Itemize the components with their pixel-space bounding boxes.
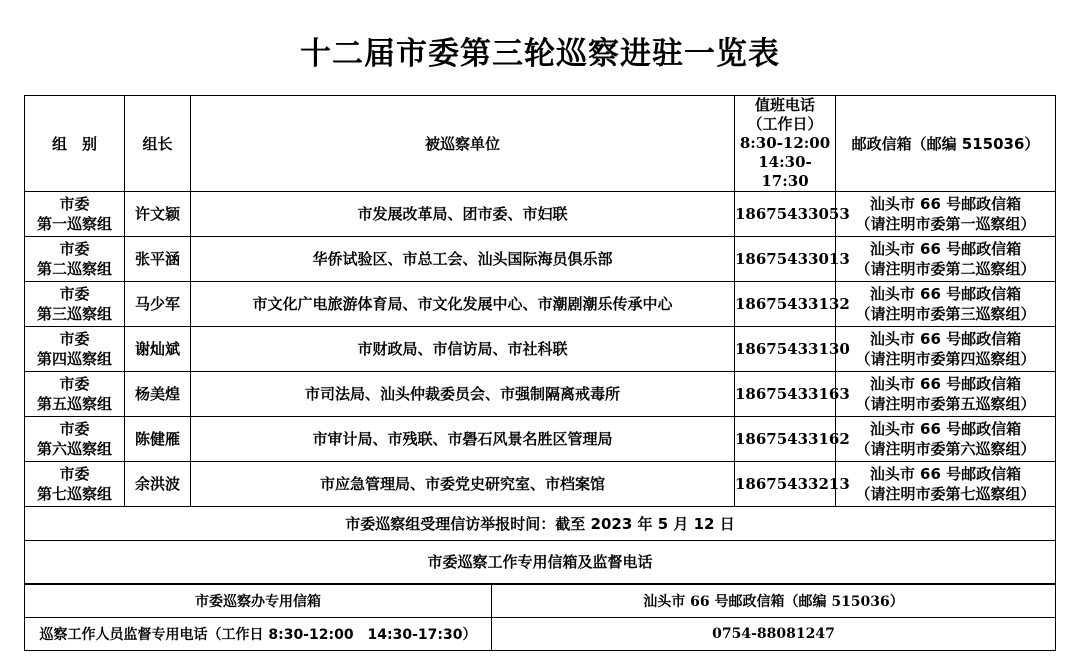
mail-cell (836, 327, 1056, 372)
report-deadline-note: 市委巡察组受理信访举报时间：截至 2023 年 5 月 12 日 (25, 507, 1056, 541)
mail-line1: 汕头市 66 号邮政信箱 (869, 285, 1022, 303)
group-cell (25, 282, 125, 327)
table-row (25, 327, 1056, 372)
contact-row (25, 585, 1056, 618)
units-cell: 市发展改革局、团市委、市妇联 (191, 192, 735, 237)
contact-label: 市委巡察办专用信箱 (25, 585, 492, 618)
leader-cell: 杨美煌 (125, 372, 191, 417)
group-line2: 第三巡察组 (36, 305, 112, 323)
leader-cell: 余洪波 (125, 462, 191, 507)
units-cell: 市应急管理局、市委党史研究室、市档案馆 (191, 462, 735, 507)
group-cell (25, 237, 125, 282)
header-duty-line2: （工作日） (747, 115, 823, 133)
section-title-row (25, 541, 1056, 584)
mail-line2: （请注明市委第五巡察组） (855, 395, 1036, 413)
group-cell (25, 192, 125, 237)
header-duty-line3: 8:30-12:00 (739, 134, 831, 152)
mail-line1: 汕头市 66 号邮政信箱 (869, 375, 1022, 393)
leader-cell: 张平涵 (125, 237, 191, 282)
table-row (25, 282, 1056, 327)
group-line2: 第一巡察组 (36, 215, 112, 233)
leader-cell: 陈健雁 (125, 417, 191, 462)
mail-line2: （请注明市委第三巡察组） (855, 305, 1036, 323)
group-line2: 第六巡察组 (36, 440, 112, 458)
mail-line1: 汕头市 66 号邮政信箱 (869, 330, 1022, 348)
group-line2: 第四巡察组 (36, 350, 112, 368)
mail-line2: （请注明市委第七巡察组） (855, 485, 1036, 503)
group-line1: 市委 (59, 465, 90, 483)
mail-cell (836, 462, 1056, 507)
contact-value: 0754-88081247 (492, 618, 1056, 651)
page-title: 十二届市委第三轮巡察进驻一览表 (300, 36, 780, 72)
mail-line2: （请注明市委第六巡察组） (855, 440, 1036, 458)
note-row (25, 507, 1056, 541)
inspection-table (24, 95, 1056, 584)
header-leader: 组长 (125, 96, 191, 192)
units-cell: 市财政局、市信访局、市社科联 (191, 327, 735, 372)
group-cell (25, 417, 125, 462)
group-line2: 第七巡察组 (36, 485, 112, 503)
group-cell (25, 327, 125, 372)
units-cell: 市文化广电旅游体育局、市文化发展中心、市潮剧潮乐传承中心 (191, 282, 735, 327)
leader-cell: 马少军 (125, 282, 191, 327)
group-line2: 第二巡察组 (36, 260, 112, 278)
group-cell (25, 372, 125, 417)
table-row (25, 237, 1056, 282)
units-cell: 华侨试验区、市总工会、汕头国际海员俱乐部 (191, 237, 735, 282)
mail-line2: （请注明市委第四巡察组） (855, 350, 1036, 368)
mail-cell (836, 192, 1056, 237)
phone-cell: 18675433132 (735, 282, 836, 327)
header-units: 被巡察单位 (191, 96, 735, 192)
header-duty-line4: 14:30-17:30 (758, 153, 812, 190)
header-mailbox: 邮政信箱（邮编 515036） (836, 96, 1056, 192)
table-header-row (25, 96, 1056, 192)
leader-cell: 谢灿斌 (125, 327, 191, 372)
group-line1: 市委 (59, 195, 90, 213)
group-line1: 市委 (59, 375, 90, 393)
phone-cell: 18675433213 (735, 462, 836, 507)
group-line2: 第五巡察组 (36, 395, 112, 413)
table-row (25, 192, 1056, 237)
contact-value: 汕头市 66 号邮政信箱（邮编 515036） (492, 585, 1056, 618)
mail-line2: （请注明市委第二巡察组） (855, 260, 1036, 278)
contact-label: 巡察工作人员监督专用电话（工作日 8:30-12:00 14:30-17:30） (25, 618, 492, 651)
mail-cell (836, 282, 1056, 327)
contact-table (24, 584, 1056, 651)
section-title: 市委巡察工作专用信箱及监督电话 (25, 541, 1056, 584)
table-row (25, 462, 1056, 507)
phone-cell: 18675433013 (735, 237, 836, 282)
phone-cell: 18675433163 (735, 372, 836, 417)
header-group: 组 别 (25, 96, 125, 192)
mail-line1: 汕头市 66 号邮政信箱 (869, 240, 1022, 258)
units-cell: 市审计局、市残联、市礐石风景名胜区管理局 (191, 417, 735, 462)
units-cell: 市司法局、汕头仲裁委员会、市强制隔离戒毒所 (191, 372, 735, 417)
mail-line2: （请注明市委第一巡察组） (855, 215, 1036, 233)
phone-cell: 18675433130 (735, 327, 836, 372)
mail-line1: 汕头市 66 号邮政信箱 (869, 465, 1022, 483)
mail-line1: 汕头市 66 号邮政信箱 (869, 420, 1022, 438)
group-line1: 市委 (59, 420, 90, 438)
mail-cell (836, 417, 1056, 462)
group-line1: 市委 (59, 240, 90, 258)
group-line1: 市委 (59, 285, 90, 303)
phone-cell: 18675433053 (735, 192, 836, 237)
header-duty-line1: 值班电话 (754, 96, 815, 114)
group-cell (25, 462, 125, 507)
table-row (25, 417, 1056, 462)
mail-line1: 汕头市 66 号邮政信箱 (869, 195, 1022, 213)
table-row (25, 372, 1056, 417)
header-duty-phone (735, 96, 836, 192)
phone-cell: 18675433162 (735, 417, 836, 462)
group-line1: 市委 (59, 330, 90, 348)
mail-cell (836, 237, 1056, 282)
contact-row (25, 618, 1056, 651)
leader-cell: 许文颖 (125, 192, 191, 237)
mail-cell (836, 372, 1056, 417)
